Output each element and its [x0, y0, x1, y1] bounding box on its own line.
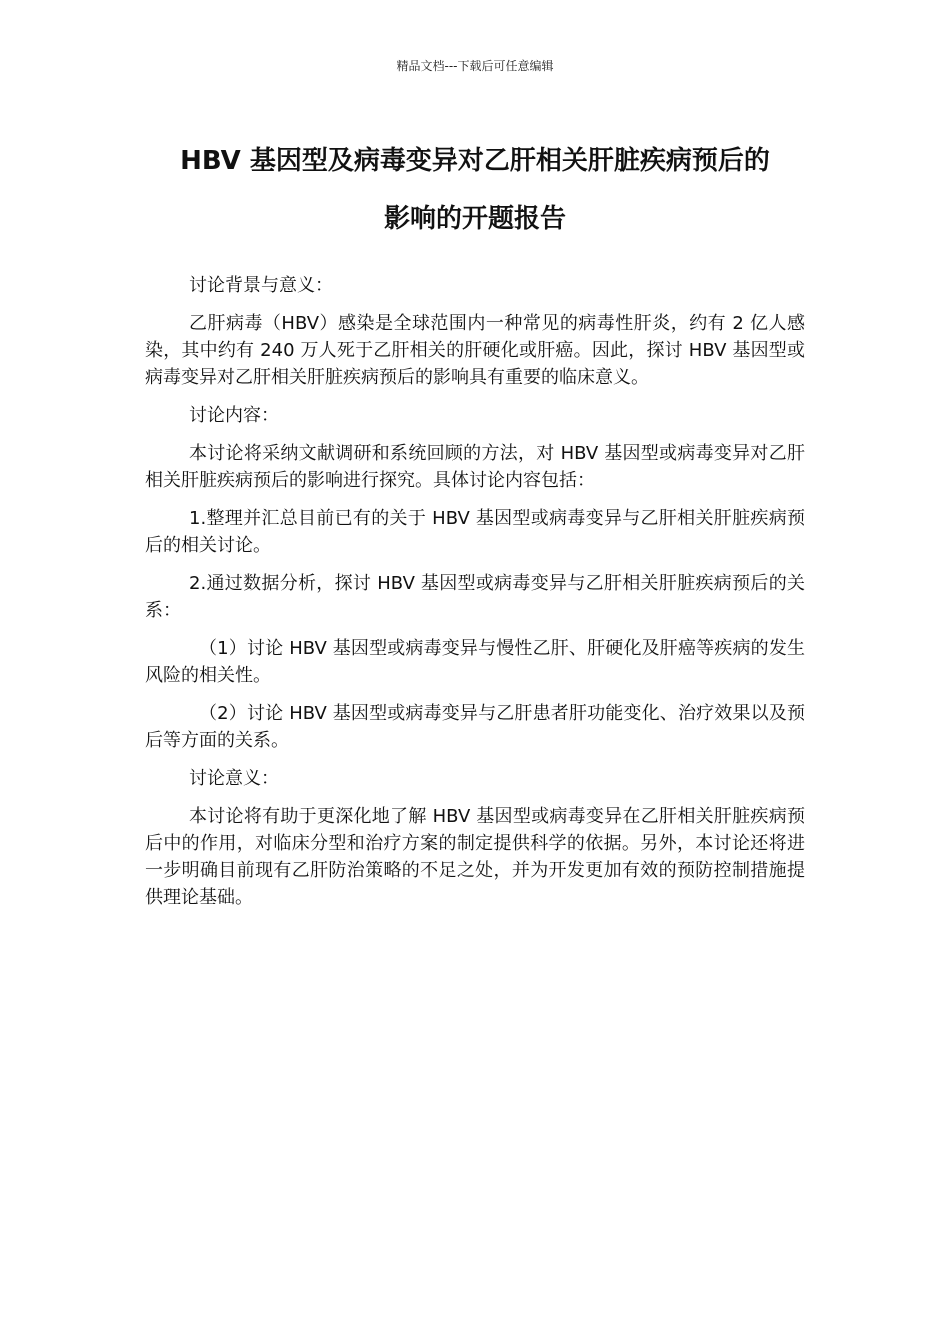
document-title [145, 132, 805, 248]
title-line-2: 影响的开题报告 [383, 204, 566, 234]
title-line-1: HBV 基因型及病毒变异对乙肝相关肝脏疾病预后的 [180, 146, 770, 176]
sub-item-2: （2）讨论 HBV 基因型或病毒变异与乙肝患者肝功能变化、治疗效果以及预后等方面的关系。 [145, 703, 805, 751]
list-item-1: 1.整理并汇总目前已有的关于 HBV 基因型或病毒变异与乙肝相关肝脏疾病预后的相关讨论。 [145, 508, 805, 556]
list-item-2: 2.通过数据分析，探讨 HBV 基因型或病毒变异与乙肝相关肝脏疾病预后的关系： [145, 573, 805, 621]
section-heading-content: 讨论内容： [189, 405, 279, 426]
paragraph-significance: 本讨论将有助于更深化地了解 HBV 基因型或病毒变异在乙肝相关肝脏疾病预后中的作用，对临床分型和治疗方案的制定提供科学的依据。另外，本讨论还将进一步明确目前现有乙肝防治策略的不足之处，并为开发更加有效的预防控制措施提供理论基础。 [145, 806, 805, 908]
paragraph-background: 乙肝病毒（HBV）感染是全球范围内一种常见的病毒性肝炎，约有 2 亿人感染，其中约有 240 万人死于乙肝相关的肝硬化或肝癌。因此，探讨 HBV 基因型或病毒变异对乙肝相关肝脏疾病预后的影响具有重要的临床意义。 [145, 313, 805, 388]
header-note: 精品文档---下载后可任意编辑 [396, 59, 554, 73]
paragraph-content-intro: 本讨论将采纳文献调研和系统回顾的方法，对 HBV 基因型或病毒变异对乙肝相关肝脏疾病预后的影响进行探究。具体讨论内容包括： [145, 443, 805, 491]
sub-item-1: （1）讨论 HBV 基因型或病毒变异与慢性乙肝、肝硬化及肝癌等疾病的发生风险的相关性。 [145, 638, 805, 686]
section-heading-significance: 讨论意义： [189, 768, 279, 789]
document-body [145, 272, 805, 922]
section-heading-background: 讨论背景与意义： [189, 275, 333, 296]
